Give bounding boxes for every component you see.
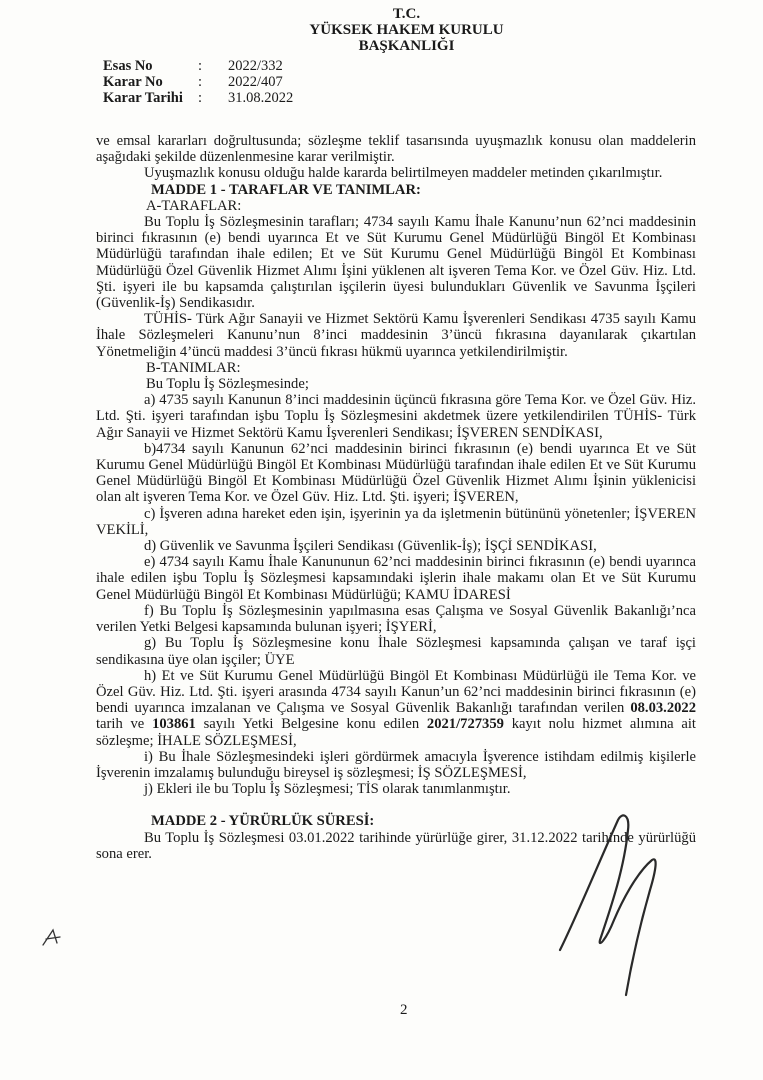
document-header <box>0 6 763 54</box>
meta-row-tarih <box>103 90 293 106</box>
section-b-heading: B-TANIMLAR: <box>146 359 241 376</box>
meta-row-esas <box>103 58 293 74</box>
definition-i: i) Bu İhale Sözleşmesindeki işleri gördürmek amacıyla İşverence istihdam edilmiş kişilerle İşverenin imzalamış bulunduğu bireysel iş sözleşmesi; İŞ SÖZLEŞMESİ, <box>96 748 696 781</box>
text-run: sayılı Yetki Belgesine konu edilen <box>195 716 427 733</box>
case-meta <box>103 58 293 106</box>
tarih-value: 31.08.2022 <box>228 90 294 106</box>
definition-e: e) 4734 sayılı Kamu İhale Kanununun 62’nci maddesinin birinci fıkrasının (e) bendi uyarınca ihale edilen işbu Toplu İş Sözleşmesi kapsamındaki işlerin ihale makamı olan Et ve Süt Kurumu Genel Müdürlüğü Bingöl Et Kombinası Müdürlüğü; KAMU İDARESİ <box>96 554 696 603</box>
text-run: kayıt nolu hizmet alımına ait sözleşme; İHALE SÖZLEŞMESİ, <box>96 716 696 749</box>
article-2-heading: MADDE 2 - YÜRÜRLÜK SÜRESİ: <box>151 813 375 830</box>
definition-h <box>96 668 696 749</box>
paragraph: TÜHİS- Türk Ağır Sanayii ve Hizmet Sektörü Kamu İşverenleri Sendikası 4735 sayılı Kamu İhale Sözleşmeleri Kanunu’nun 8’inci maddesinin 3’üncü fıkrasına dayanılarak çıkartılan Yönetmeliğin 4’üncü maddesi 3’üncü fıkrası hükmü uyarınca yetkilendirilmiştir. <box>96 311 696 360</box>
definition-d: d) Güvenlik ve Savunma İşçileri Sendikası (Güvenlik-İş); İŞÇİ SENDİKASI, <box>144 538 597 555</box>
paragraph: Uyuşmazlık konusu olduğu halde kararda belirtilmeyen maddeler metinden çıkarılmıştır. <box>144 165 663 182</box>
definition-c: c) İşveren adına hareket eden işin, işyerinin ya da işletmenin bütününü yönetenler; İŞVEREN VEKİLİ, <box>96 505 696 538</box>
text-run: tarih ve <box>96 716 153 733</box>
definition-g: g) Bu Toplu İş Sözleşmesine konu İhale Sözleşmesi kapsamında çalışan ve taraf işçi sendikasına üye olan işçiler; ÜYE <box>96 635 696 668</box>
meta-colon: : <box>198 58 203 74</box>
handwritten-signature <box>540 800 700 1000</box>
margin-mark <box>40 925 70 950</box>
section-a-heading: A-TARAFLAR: <box>146 197 242 214</box>
meta-row-karar <box>103 74 293 90</box>
paragraph: Bu Toplu İş Sözleşmesi 03.01.2022 tarihinde yürürlüğe girer, 31.12.2022 tarihinde yürürlüğü sona erer. <box>96 829 696 862</box>
esas-label: Esas No <box>103 58 153 74</box>
karar-label: Karar No <box>103 74 163 90</box>
definition-b: b)4734 sayılı Kanunun 62’nci maddesinin birinci fıkrasının (e) bendi uyarınca Et ve Süt Kurumu Genel Müdürlüğü Bingöl Et Kombinası Müdürlüğü tarafından ihale edilen Et ve Süt Kurumu Genel Müdürlüğü Bingöl Et Kombinası Müdürlüğü Özel Güvenlik Hizmet Alımı İşinin yüklenicisi olan alt işveren Tema Kor. ve Özel Güv. Hiz. Ltd. Şti. işyeri; İŞVEREN, <box>96 440 696 506</box>
definition-j: j) Ekleri ile bu Toplu İş Sözleşmesi; TİS olarak tanımlanmıştır. <box>144 781 511 798</box>
header-line-institution: YÜKSEK HAKEM KURULU <box>309 22 504 38</box>
page-number: 2 <box>400 1002 408 1018</box>
text-run: h) Et ve Süt Kurumu Genel Müdürlüğü Bingöl Et Kombinası Müdürlüğü ile Tema Kor. ve Özel Güv. Hiz. Ltd. Şti. işyeri arasında 4734 sayılı Kanun’un 62’nci maddesinin birinci fıkrasının (e) bendi uyarınca imzalanan ve Çalışma ve Sosyal Güvenlik Bakanlığı tarafından verilen <box>96 667 696 717</box>
tarih-label: Karar Tarihi <box>103 90 183 106</box>
registration-number: 2021/727359 <box>426 716 504 733</box>
definition-f: f) Bu Toplu İş Sözleşmesinin yapılmasına esas Çalışma ve Sosyal Güvenlik Bakanlığı’nca verilen Yetki Belgesi kapsamında bulunan işyeri; İŞYERİ, <box>96 602 696 636</box>
header-line-presidency: BAŞKANLIĞI <box>358 38 455 54</box>
document-body <box>96 133 696 862</box>
paragraph: ve emsal kararları doğrultusunda; sözleşme teklif tasarısında uyuşmazlık konusu olan maddelerin aşağıdaki şekilde düzenlenmesine karar verilmiştir. <box>96 133 696 166</box>
karar-value: 2022/407 <box>228 74 283 90</box>
meta-colon: : <box>198 74 203 90</box>
paragraph: Bu Toplu İş Sözleşmesinde; <box>146 376 309 393</box>
paragraph: Bu Toplu İş Sözleşmesinin tarafları; 4734 sayılı Kamu İhale Kanunu’nun 62’nci maddesinin birinci fıkrasının (e) bendi uyarınca Et ve Süt Kurumu Genel Müdürlüğü Bingöl Et Kombinası Müdürlüğü tarafından ihale edilen; Et ve Süt Kurumu Genel Müdürlüğü Bingöl Et Kombinası Müdürlüğü Özel Güvenlik Hizmet Alımı İşini yüklenen alt işveren Tema Kor. ve Özel Güv. Hiz. Ltd. Şti. işyeri ile bu kapsamda çalıştırılan işçilerin üyesi bulundukları Güvenlik ve Savunma İşçileri (Güvenlik-İş) Sendikasıdır. <box>96 214 696 312</box>
definition-a: a) 4735 sayılı Kanunun 8’inci maddesinin üçüncü fıkrasına göre Tema Kor. ve Özel Güv. Hiz. Ltd. Şti. işyeri tarafından işbu Toplu İş Sözleşmesini akdetmek üzere yetkilendirilen TÜHİS- Türk Ağır Sanayii ve Hizmet Sektörü Kamu İşverenleri Sendikası; İŞVEREN SENDİKASI, <box>96 392 696 441</box>
authorization-number: 103861 <box>152 716 196 733</box>
authorization-date: 08.03.2022 <box>630 700 696 717</box>
header-line-tc: T.C. <box>392 6 421 22</box>
esas-value: 2022/332 <box>228 58 283 74</box>
article-1-heading: MADDE 1 - TARAFLAR VE TANIMLAR: <box>151 181 421 198</box>
meta-colon: : <box>198 90 203 106</box>
